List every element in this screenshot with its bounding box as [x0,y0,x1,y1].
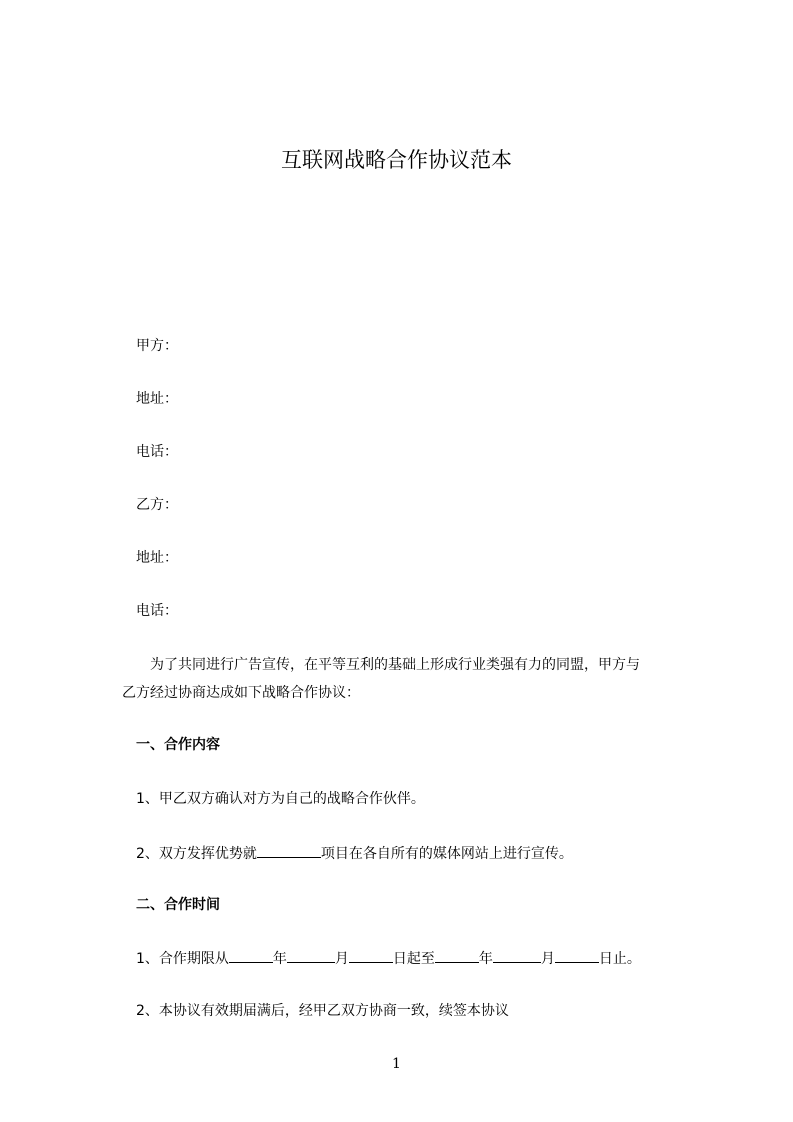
document-title: 互联网战略合作协议范本 [281,148,512,172]
end-month-blank [493,948,541,963]
month-label-2: 月 [540,951,555,967]
start-day-blank [349,948,393,963]
year-label: 年 [272,951,287,967]
day-from-label: 日起至 [392,951,435,967]
period-prefix: 1、合作期限从 [136,951,229,967]
party-b-address-label: 地址： [136,550,178,566]
section-1-item-2 [136,843,573,863]
party-a-label: 甲方： [136,338,178,354]
page-number: 1 [392,1056,401,1072]
end-day-blank [555,948,599,963]
intro-line-2: 乙方经过协商达成如下战略合作协议： [122,685,360,701]
start-month-blank [287,948,335,963]
section-1-heading: 一、合作内容 [136,737,220,753]
month-label: 月 [334,951,349,967]
party-b-phone-label: 电话： [136,603,178,619]
day-to-label: 日止。 [598,951,641,967]
party-b-label: 乙方： [136,497,178,513]
year-label-2: 年 [478,951,493,967]
item-2-prefix: 2、双方发挥优势就 [136,846,257,862]
intro-paragraph [122,651,706,707]
party-a-phone-label: 电话： [136,444,178,460]
item-2-suffix: 项目在各自所有的媒体网站上进行宣传。 [320,846,573,862]
section-2-heading: 二、合作时间 [136,897,220,913]
party-a-address-label: 地址： [136,391,178,407]
project-blank [257,843,321,858]
section-1-item-1: 1、甲乙双方确认对方为自己的战略合作伙伴。 [136,791,425,807]
end-year-blank [435,948,479,963]
section-2-item-1 [136,948,641,968]
intro-line-1: 为了共同进行广告宣传，在平等互利的基础上形成行业类强有力的同盟，甲方与 [150,657,640,673]
section-2-item-2: 2、本协议有效期届满后，经甲乙双方协商一致，续签本协议 [136,1003,509,1019]
start-year-blank [229,948,273,963]
